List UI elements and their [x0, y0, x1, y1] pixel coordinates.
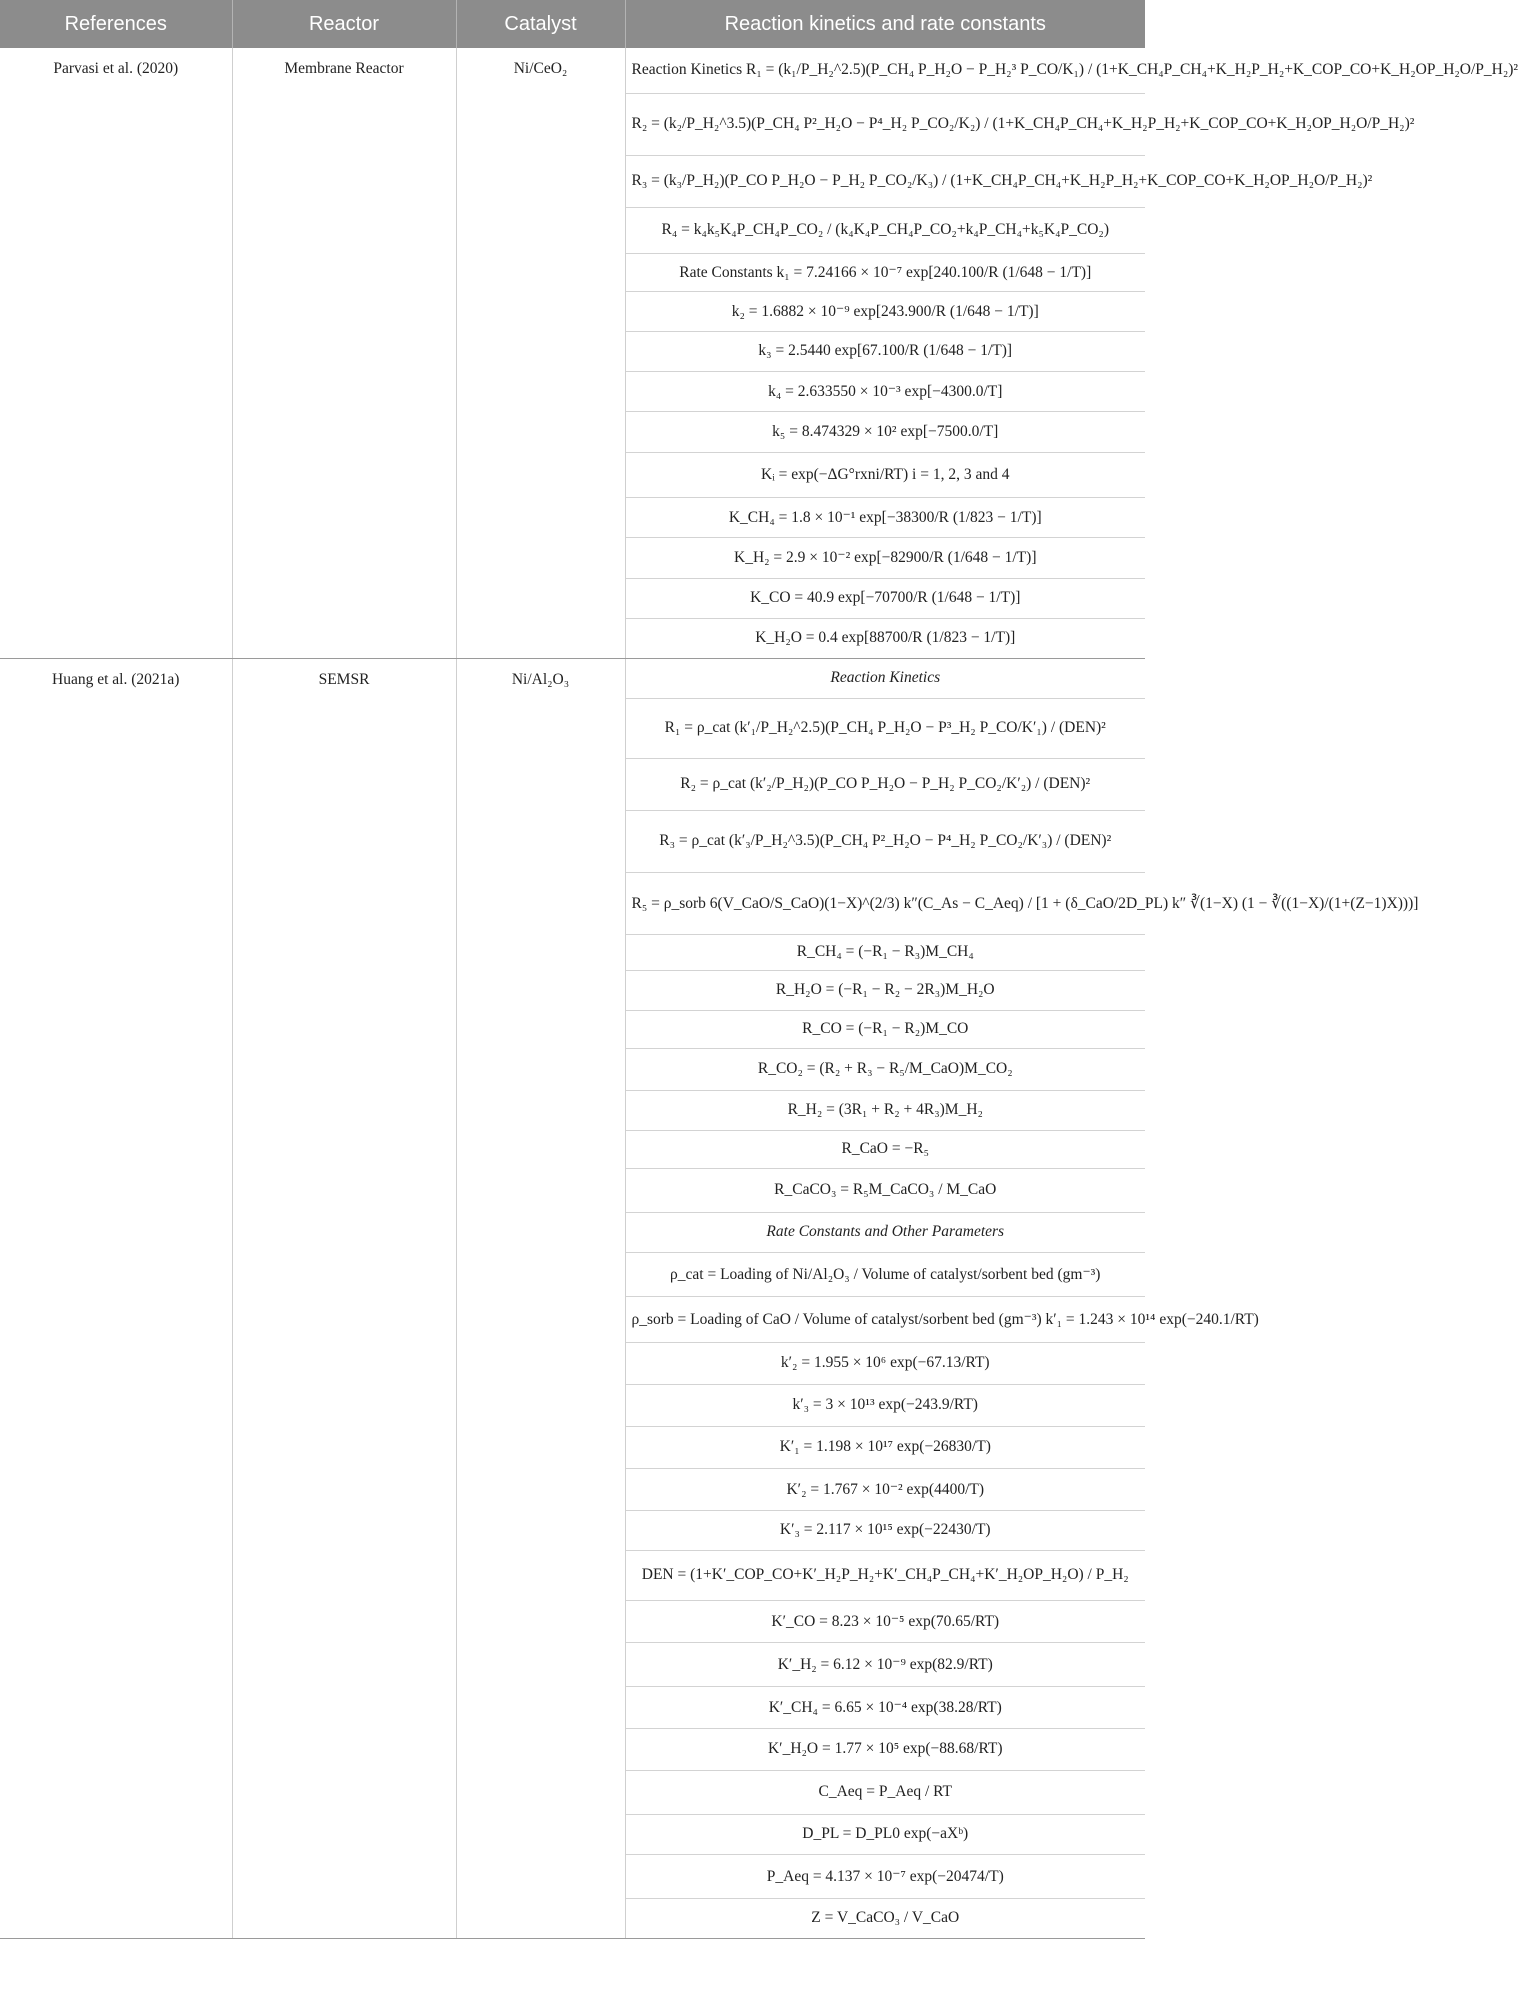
equation-cell: k′₂ = 1.955 × 10⁶ exp(−67.13/RT): [625, 1342, 1145, 1384]
equation-cell: Reaction Kinetics R₁ = (k₁/P_H₂^2.5)(P_CH₄ P_H₂O − P_H₂³ P_CO/K₁) / (1+K_CH₄P_CH₄+K_H₂P_H₂+K_COP_CO+K_H₂OP_H₂O/P_H₂)²: [625, 48, 1145, 93]
catalyst-cell: Ni/CeO₂: [456, 48, 625, 658]
equation-cell: Z = V_CaCO₃ / V_CaO: [625, 1898, 1145, 1938]
equation-cell: K′_CH₄ = 6.65 × 10⁻⁴ exp(38.28/RT): [625, 1686, 1145, 1728]
reactor-cell: Membrane Reactor: [232, 48, 456, 658]
equation-cell: Rate Constants k₁ = 7.24166 × 10⁻⁷ exp[240.100/R (1/648 − 1/T)]: [625, 253, 1145, 291]
equation-cell: P_Aeq = 4.137 × 10⁻⁷ exp(−20474/T): [625, 1854, 1145, 1898]
section-heading: Rate Constants and Other Parameters: [625, 1212, 1145, 1252]
table-body: [0, 48, 1518, 1938]
equation-cell: K′_H₂O = 1.77 × 10⁵ exp(−88.68/RT): [625, 1728, 1145, 1770]
header-reactor: Reactor: [232, 0, 456, 48]
catalyst-cell: Ni/Al₂O₃: [456, 658, 625, 1938]
equation-cell: R_CH₄ = (−R₁ − R₃)M_CH₄: [625, 934, 1145, 970]
reactor-cell: SEMSR: [232, 658, 456, 1938]
equation-cell: R₂ = (k₂/P_H₂^3.5)(P_CH₄ P²_H₂O − P⁴_H₂ P_CO₂/K₂) / (1+K_CH₄P_CH₄+K_H₂P_H₂+K_COP_CO+K_H₂OP_H₂O/P_H₂)²: [625, 93, 1145, 155]
equation-cell: R_CO = (−R₁ − R₂)M_CO: [625, 1010, 1145, 1048]
equation-cell: R₅ = ρ_sorb 6(V_CaO/S_CaO)(1−X)^(2/3) k″(C_As − C_Aeq) / [1 + (δ_CaO/2D_PL) k″ ∛(1−X) (1 − ∛((1−X)/(1+(Z−1)X)))]: [625, 872, 1145, 934]
equation-cell: k′₃ = 3 × 10¹³ exp(−243.9/RT): [625, 1384, 1145, 1426]
equation-cell: R₂ = ρ_cat (k′₂/P_H₂)(P_CO P_H₂O − P_H₂ P_CO₂/K′₂) / (DEN)²: [625, 758, 1145, 810]
reference-cell: Huang et al. (2021a): [0, 658, 232, 1938]
header-kinetics: Reaction kinetics and rate constants: [625, 0, 1145, 48]
equation-cell: R₃ = ρ_cat (k′₃/P_H₂^3.5)(P_CH₄ P²_H₂O − P⁴_H₂ P_CO₂/K′₃) / (DEN)²: [625, 810, 1145, 872]
equation-cell: k₂ = 1.6882 × 10⁻⁹ exp[243.900/R (1/648 − 1/T)]: [625, 291, 1145, 331]
equation-cell: K′_H₂ = 6.12 × 10⁻⁹ exp(82.9/RT): [625, 1642, 1145, 1686]
equation-cell: k₄ = 2.633550 × 10⁻³ exp[−4300.0/T]: [625, 371, 1145, 411]
equation-cell: Kᵢ = exp(−ΔG°rxni/RT) i = 1, 2, 3 and 4: [625, 452, 1145, 497]
equation-cell: R_CaCO₃ = R₅M_CaCO₃ / M_CaO: [625, 1168, 1145, 1212]
equation-cell: K_CO = 40.9 exp[−70700/R (1/648 − 1/T)]: [625, 578, 1145, 618]
equation-cell: R₃ = (k₃/P_H₂)(P_CO P_H₂O − P_H₂ P_CO₂/K₃) / (1+K_CH₄P_CH₄+K_H₂P_H₂+K_COP_CO+K_H₂OP_H₂O/P_H₂)²: [625, 155, 1145, 207]
equation-cell: R_CaO = −R₅: [625, 1130, 1145, 1168]
table-row: [0, 48, 1145, 93]
equation-cell: ρ_sorb = Loading of CaO / Volume of catalyst/sorbent bed (gm⁻³) k′₁ = 1.243 × 10¹⁴ exp(−240.1/RT): [625, 1296, 1145, 1342]
equation-cell: DEN = (1+K′_COP_CO+K′_H₂P_H₂+K′_CH₄P_CH₄+K′_H₂OP_H₂O) / P_H₂: [625, 1550, 1145, 1600]
table-row: [0, 658, 1145, 698]
equation-cell: K′₁ = 1.198 × 10¹⁷ exp(−26830/T): [625, 1426, 1145, 1468]
header-references: References: [0, 0, 232, 48]
equation-cell: R₁ = ρ_cat (k′₁/P_H₂^2.5)(P_CH₄ P_H₂O − P³_H₂ P_CO/K′₁) / (DEN)²: [625, 698, 1145, 758]
equation-cell: D_PL = D_PL0 exp(−aXᵇ): [625, 1814, 1145, 1854]
header-catalyst: Catalyst: [456, 0, 625, 48]
equation-cell: ρ_cat = Loading of Ni/Al₂O₃ / Volume of catalyst/sorbent bed (gm⁻³): [625, 1252, 1145, 1296]
equation-cell: R₄ = k₄k₅K₄P_CH₄P_CO₂ / (k₄K₄P_CH₄P_CO₂+k₄P_CH₄+k₅K₄P_CO₂): [625, 207, 1145, 253]
section-heading: Reaction Kinetics: [625, 658, 1145, 698]
table-header-row: [0, 0, 1145, 48]
equation-cell: K_H₂O = 0.4 exp[88700/R (1/823 − 1/T)]: [625, 618, 1145, 658]
equation-cell: k₃ = 2.5440 exp[67.100/R (1/648 − 1/T)]: [625, 331, 1145, 371]
equation-cell: C_Aeq = P_Aeq / RT: [625, 1770, 1145, 1814]
equation-cell: K′₂ = 1.767 × 10⁻² exp(4400/T): [625, 1468, 1145, 1510]
equation-cell: K′_CO = 8.23 × 10⁻⁵ exp(70.65/RT): [625, 1600, 1145, 1642]
equation-cell: K′₃ = 2.117 × 10¹⁵ exp(−22430/T): [625, 1510, 1145, 1550]
equation-cell: K_H₂ = 2.9 × 10⁻² exp[−82900/R (1/648 − 1/T)]: [625, 537, 1145, 578]
equation-cell: K_CH₄ = 1.8 × 10⁻¹ exp[−38300/R (1/823 − 1/T)]: [625, 497, 1145, 537]
equation-cell: R_H₂ = (3R₁ + R₂ + 4R₃)M_H₂: [625, 1090, 1145, 1130]
equation-cell: R_H₂O = (−R₁ − R₂ − 2R₃)M_H₂O: [625, 970, 1145, 1010]
equation-cell: k₅ = 8.474329 × 10² exp[−7500.0/T]: [625, 411, 1145, 452]
reference-cell: Parvasi et al. (2020): [0, 48, 232, 658]
equation-cell: R_CO₂ = (R₂ + R₃ − R₅/M_CaO)M_CO₂: [625, 1048, 1145, 1090]
